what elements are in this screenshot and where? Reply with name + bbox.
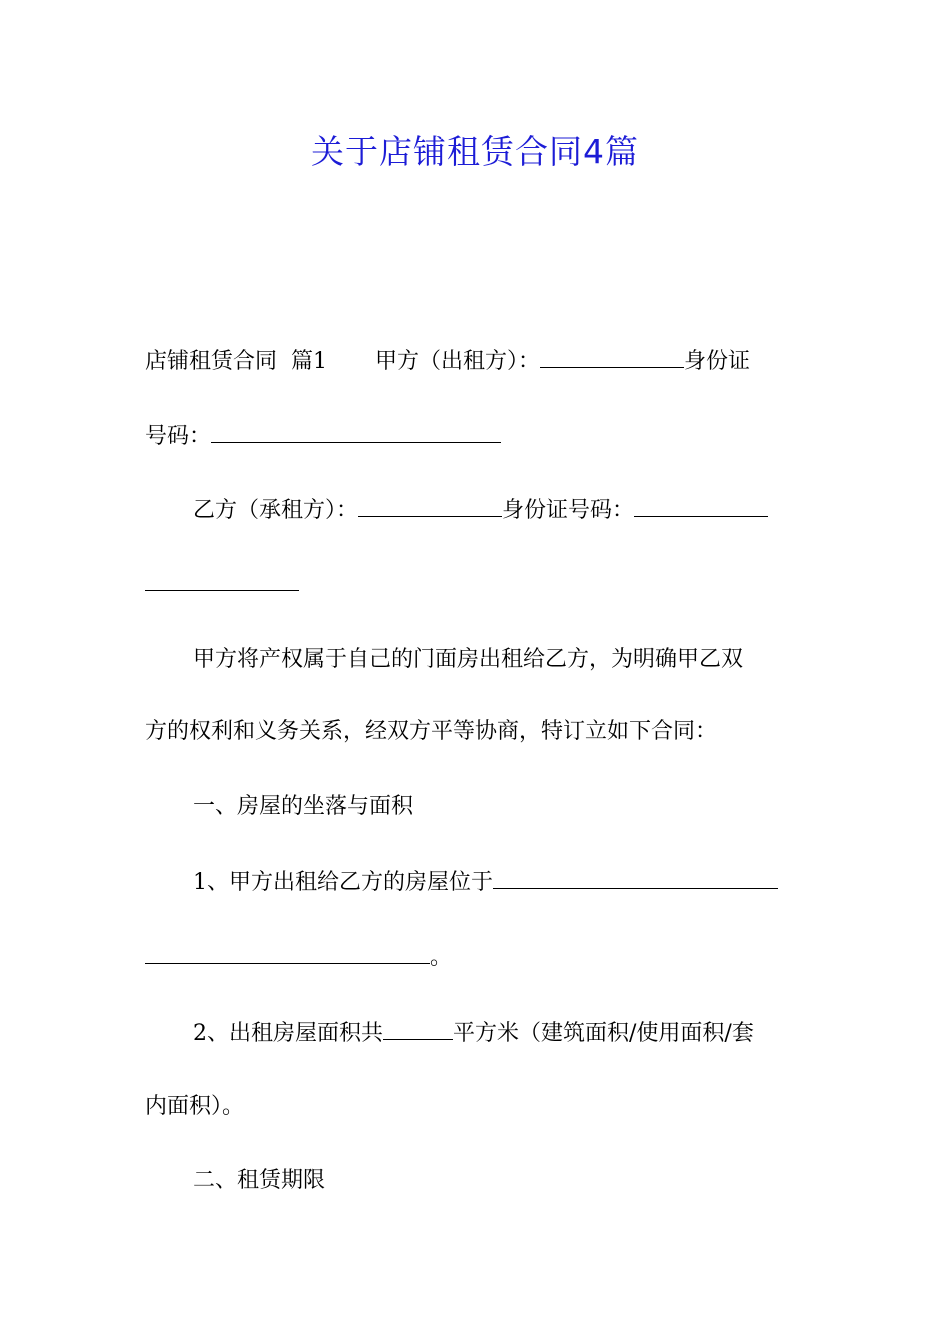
id-label-part1: 身份证 [684,349,751,374]
document-title: 关于店铺租赁合同4篇 [311,132,639,171]
clause-1-2-start: 2、出租房屋面积共 [193,1021,383,1046]
party-b-id-blank-1 [634,492,768,517]
party-b-name-blank [358,492,502,517]
id-line [145,418,807,453]
id-label-part2: 号码： [145,424,212,449]
party-a-name-blank [540,343,684,368]
clause-1-1-text: 1、甲方出租给乙方的房屋位于 [193,870,493,895]
party-b-id-blank-2 [145,566,299,591]
clause-1-1 [193,864,807,899]
party-b-label: 乙方（承租方）： [193,498,359,523]
heading-line [145,343,807,378]
area-blank [383,1015,453,1040]
party-a-label: 甲方（出租方）： [374,349,540,374]
clause-1-2 [193,1015,807,1050]
party-b-id-continued [145,566,807,601]
intro-line-1: 甲方将产权属于自己的门面房出租给乙方，为明确甲乙双 [193,647,744,672]
clause-1-1-end: 。 [430,945,453,970]
intro-line-2: 方的权利和义务关系，经双方平等协商，特订立如下合同： [145,719,718,744]
clause-1-2-end: 内面积）。 [145,1094,245,1119]
section-2-title: 二、租赁期限 [193,1168,326,1193]
location-blank-2 [145,939,430,964]
section-1-title: 一、房屋的坐落与面积 [193,794,414,819]
location-blank-1 [493,864,778,889]
party-b-line [193,492,807,527]
clause-1-1-continued [145,939,807,974]
party-a-id-blank [211,418,501,443]
section-heading: 店铺租赁合同 篇1 [145,349,327,374]
clause-1-2-mid: 平方米（建筑面积/使用面积/套 [453,1021,754,1046]
party-b-id-label: 身份证号码： [502,498,635,523]
